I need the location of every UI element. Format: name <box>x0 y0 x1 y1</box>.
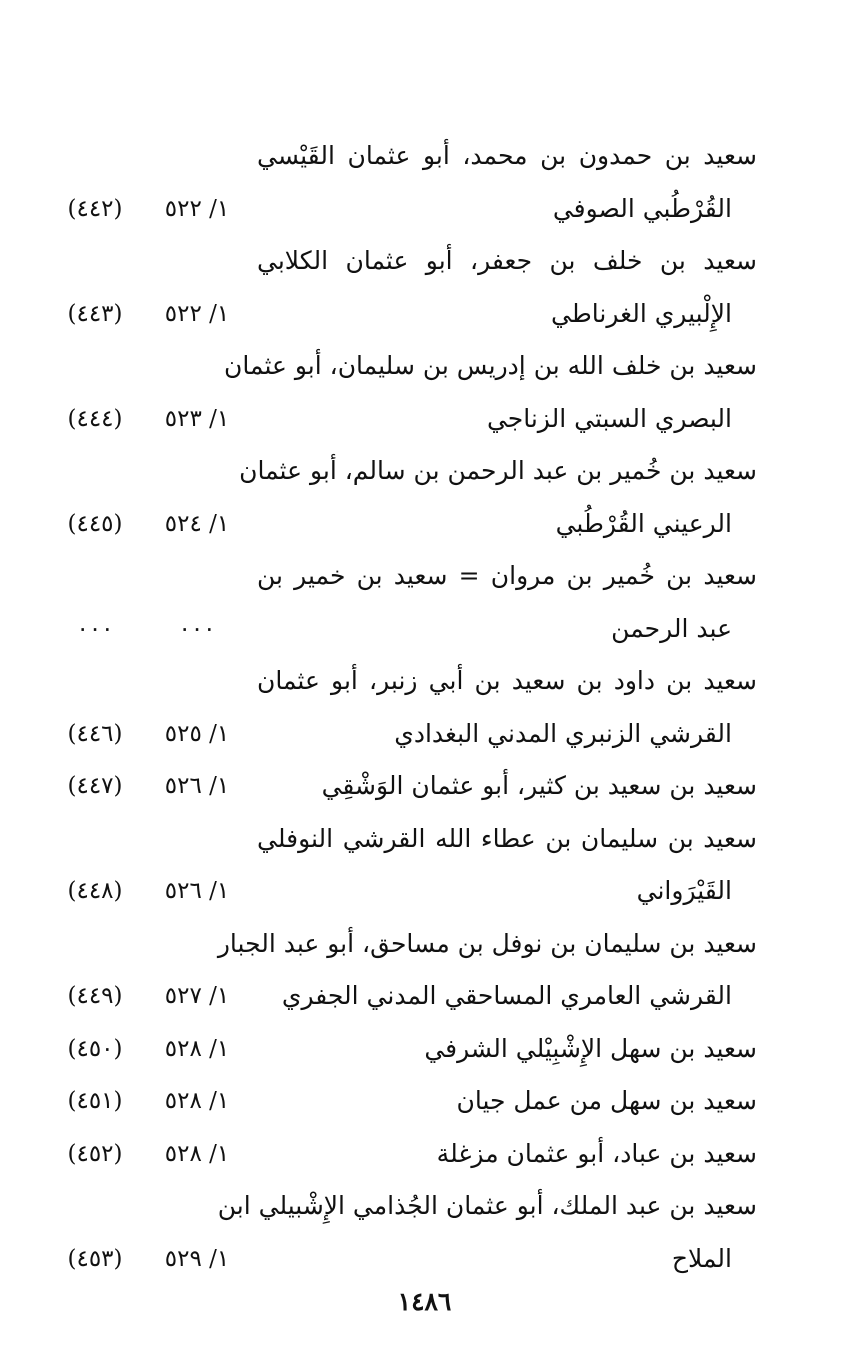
entry-number: (٤٤٨) <box>67 878 123 904</box>
entry-volume-page-ref: ١/ ٥٢٦ <box>164 878 230 904</box>
entry-name-line: سعيد بن داود بن سعيد بن أبي زنبر، أبو عثمان <box>257 666 757 695</box>
entry-name-line: سعيد بن سليمان بن نوفل بن مساحق، أبو عبد الجبار <box>217 928 757 958</box>
entry-name-line: سعيد بن عباد، أبو عثمان مزغلة <box>436 1138 757 1168</box>
entry-volume-page-ref: ١/ ٥٢٣ <box>164 405 230 432</box>
entry-volume-page-ref: ١/ ٥٢٢ <box>164 300 230 327</box>
entry-number: (٤٤٩) <box>67 983 123 1009</box>
entry-continuation-line: الملاح <box>671 1243 732 1273</box>
entry-name-line: سعيد بن خلف بن جعفر، أبو عثمان الكلابي <box>257 246 757 275</box>
entry-continuation-line: الرعيني القُرْطُبي <box>555 508 732 538</box>
entry-number: (٤٤٣) <box>67 300 123 327</box>
entry-volume-page-ref: ٠٠٠ <box>178 615 216 642</box>
entry-name-line: سعيد بن حمدون بن محمد، أبو عثمان القَيْسي <box>257 141 757 170</box>
entry-continuation-line: القرشي العامري المساحقي المدني الجفري <box>281 981 732 1010</box>
entry-number: (٤٤٥) <box>67 510 123 537</box>
entry-volume-page-ref: ١/ ٥٢٩ <box>164 1245 230 1272</box>
entry-name-line: سعيد بن خُمير بن عبد الرحمن بن سالم، أبو عثمان <box>239 456 757 485</box>
entry-continuation-line: القرشي الزنبري المدني البغدادي <box>394 718 732 748</box>
entry-volume-page-ref: ١/ ٥٢٨ <box>164 1140 230 1167</box>
entry-name-line: سعيد بن عبد الملك، أبو عثمان الجُذامي الإِشْبيلي ابن <box>217 1191 757 1220</box>
entry-name-line: سعيد بن خُمير بن مروان = سعيد بن خمير بن <box>257 561 757 590</box>
entry-number: ٠٠٠ <box>76 615 114 642</box>
entry-volume-page-ref: ١/ ٥٢٨ <box>164 1035 230 1062</box>
entry-continuation-line: الإِلْبيري الغرناطي <box>551 298 732 328</box>
entry-number: (٤٥٢) <box>67 1140 123 1167</box>
entry-number: (٤٥١) <box>67 1088 123 1114</box>
entry-number: (٤٥٠) <box>67 1035 123 1062</box>
entry-number: (٤٤٦) <box>67 720 123 747</box>
entry-volume-page-ref: ١/ ٥٢٦ <box>164 773 230 799</box>
entry-volume-page-ref: ١/ ٥٢٥ <box>164 720 230 747</box>
entry-continuation-line: عبد الرحمن <box>611 613 732 643</box>
entry-continuation-line: القُرْطُبي الصوفي <box>552 193 732 223</box>
entry-number: (٤٤٤) <box>67 405 123 432</box>
entry-continuation-line: البصري السبتي الزناجي <box>486 403 732 433</box>
entry-name-line: سعيد بن سهل من عمل جيان <box>456 1086 757 1115</box>
page-number: ١٤٨٦ <box>397 1287 452 1316</box>
entry-name-line: سعيد بن سليمان بن عطاء الله القرشي النوفلي <box>257 823 757 853</box>
entry-volume-page-ref: ١/ ٥٢٤ <box>164 510 230 537</box>
entry-continuation-line: القَيْرَواني <box>636 876 732 905</box>
entry-name-line: سعيد بن سعيد بن كثير، أبو عثمان الوَشْقِي <box>321 771 757 800</box>
entry-number: (٤٤٧) <box>67 773 123 799</box>
entry-number: (٤٥٣) <box>67 1245 123 1272</box>
entry-volume-page-ref: ١/ ٥٢٨ <box>164 1088 230 1114</box>
entry-volume-page-ref: ١/ ٥٢٢ <box>164 195 230 222</box>
entry-name-line: سعيد بن سهل الإِشْبِيْلي الشرفي <box>424 1033 757 1063</box>
entry-name-line: سعيد بن خلف الله بن إدريس بن سليمان، أبو عثمان <box>224 351 757 380</box>
entry-volume-page-ref: ١/ ٥٢٧ <box>164 983 230 1009</box>
entry-number: (٤٤٢) <box>67 195 123 222</box>
